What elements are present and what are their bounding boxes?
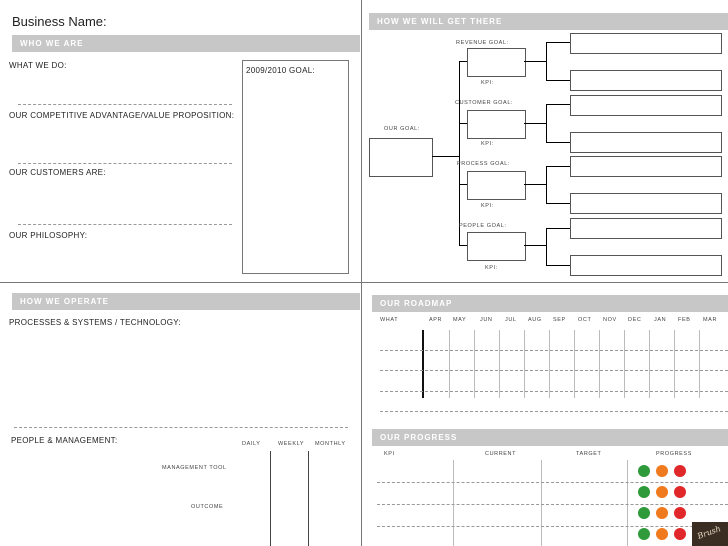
weekly-header: WEEKLY	[278, 441, 305, 447]
stamp-text: Brush	[696, 524, 722, 541]
output-box[interactable]	[570, 132, 722, 153]
connector	[546, 265, 570, 266]
our-goal-label: OUR GOAL:	[384, 126, 420, 132]
connector	[459, 184, 467, 185]
customers-label: OUR CUSTOMERS ARE:	[9, 168, 106, 177]
monthly-header: MONTHLY	[315, 441, 346, 447]
output-box[interactable]	[570, 218, 722, 239]
revenue-goal-label: REVENUE GOAL:	[456, 40, 509, 46]
red-status-dot[interactable]	[674, 465, 686, 477]
connector	[546, 104, 570, 105]
outcome-label: OUTCOME	[191, 504, 224, 510]
weekly-column-line	[270, 451, 271, 546]
months-row	[418, 317, 728, 329]
advantage-label: OUR COMPETITIVE ADVANTAGE/VALUE PROPOSITION:	[9, 111, 235, 120]
output-box[interactable]	[570, 33, 722, 54]
connector	[459, 61, 460, 245]
page-title: Business Name:	[12, 14, 107, 29]
customer-goal-label: CUSTOMER GOAL:	[455, 100, 514, 106]
what-header: WHAT	[380, 317, 399, 323]
management-tool-label: MANAGEMENT TOOL	[162, 465, 227, 471]
connector	[432, 156, 459, 157]
month-label: AUG	[528, 317, 542, 323]
month-label: OCT	[578, 317, 592, 323]
kpi-header: KPI	[384, 451, 395, 457]
month-label: MAY	[453, 317, 467, 323]
connector	[546, 228, 570, 229]
connector	[546, 42, 570, 43]
red-status-dot[interactable]	[674, 507, 686, 519]
how-we-operate-header: HOW WE OPERATE	[12, 293, 360, 310]
progress-row	[638, 486, 698, 500]
orange-status-dot[interactable]	[656, 507, 668, 519]
month-label: SEP	[553, 317, 566, 323]
month-label: APR	[429, 317, 443, 323]
connector	[546, 228, 547, 265]
connector	[459, 245, 467, 246]
people-goal-label: PEOPLE GOAL:	[459, 223, 507, 229]
connector	[524, 123, 546, 124]
connector	[524, 184, 546, 185]
vertical-divider	[361, 0, 362, 546]
green-status-dot[interactable]	[638, 507, 650, 519]
progress-row	[638, 507, 698, 521]
connector	[546, 203, 570, 204]
month-label: JUN	[480, 317, 493, 323]
how-we-get-there-header: HOW WE WILL GET THERE	[369, 13, 728, 30]
output-box[interactable]	[570, 70, 722, 91]
month-label: NOV	[603, 317, 617, 323]
month-label: JUL	[505, 317, 517, 323]
orange-status-dot[interactable]	[656, 486, 668, 498]
connector	[546, 142, 570, 143]
process-goal-box[interactable]	[467, 171, 526, 200]
progress-row	[638, 528, 698, 542]
divider-line	[18, 104, 232, 105]
kpi-label: KPI:	[481, 80, 494, 86]
progress-header: OUR PROGRESS	[372, 429, 728, 446]
green-status-dot[interactable]	[638, 465, 650, 477]
daily-header: DAILY	[242, 441, 261, 447]
connector	[546, 166, 547, 203]
revenue-goal-box[interactable]	[467, 48, 526, 77]
connector	[459, 123, 467, 124]
progress-row	[638, 465, 698, 479]
horizontal-divider	[0, 282, 728, 283]
divider-line	[18, 224, 232, 225]
output-box[interactable]	[570, 193, 722, 214]
divider-line	[14, 427, 348, 428]
green-status-dot[interactable]	[638, 528, 650, 540]
orange-status-dot[interactable]	[656, 465, 668, 477]
output-box[interactable]	[570, 156, 722, 177]
goal-box[interactable]	[242, 60, 349, 274]
monthly-column-line	[308, 451, 309, 546]
roadmap-header: OUR ROADMAP	[372, 295, 728, 312]
goal-label: 2009/2010 GOAL:	[246, 66, 315, 75]
kpi-label: KPI:	[481, 203, 494, 209]
orange-status-dot[interactable]	[656, 528, 668, 540]
who-we-are-header: WHO WE ARE	[12, 35, 360, 52]
philosophy-label: OUR PHILOSOPHY:	[9, 231, 88, 240]
month-label: MAR	[703, 317, 718, 323]
month-label: FEB	[678, 317, 691, 323]
output-box[interactable]	[570, 95, 722, 116]
brand-stamp	[692, 522, 728, 546]
kpi-label: KPI:	[481, 141, 494, 147]
connector	[546, 80, 570, 81]
connector	[546, 42, 547, 80]
what-we-do-label: WHAT WE DO:	[9, 61, 67, 70]
red-status-dot[interactable]	[674, 528, 686, 540]
process-goal-label: PROCESS GOAL:	[457, 161, 511, 167]
kpi-label: KPI:	[485, 265, 498, 271]
connector	[524, 245, 546, 246]
customer-goal-box[interactable]	[467, 110, 526, 139]
people-goal-box[interactable]	[467, 232, 526, 261]
people-management-label: PEOPLE & MANAGEMENT:	[11, 436, 118, 445]
roadmap-grid	[375, 330, 728, 416]
progress-table	[377, 460, 728, 546]
red-status-dot[interactable]	[674, 486, 686, 498]
connector	[459, 61, 467, 62]
target-header: TARGET	[576, 451, 602, 457]
green-status-dot[interactable]	[638, 486, 650, 498]
month-label: JAN	[654, 317, 667, 323]
our-goal-box[interactable]	[369, 138, 433, 177]
processes-label: PROCESSES & SYSTEMS / TECHNOLOGY:	[9, 318, 182, 327]
progress-column-header: PROGRESS	[656, 451, 692, 457]
connector	[546, 104, 547, 142]
output-box[interactable]	[570, 255, 722, 276]
month-label: DEC	[628, 317, 642, 323]
current-header: CURRENT	[485, 451, 517, 457]
connector	[524, 61, 546, 62]
divider-line	[18, 163, 232, 164]
connector	[546, 166, 570, 167]
